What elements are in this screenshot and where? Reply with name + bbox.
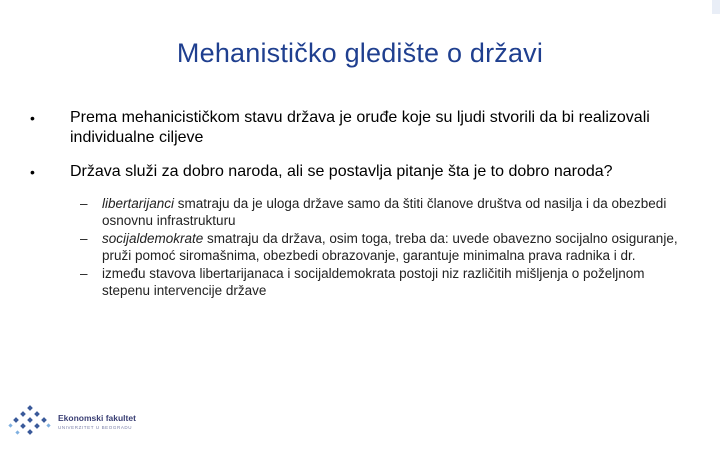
bullet-list [30, 108, 695, 301]
bullet-item [30, 162, 695, 182]
dash-glyph: – [80, 266, 88, 281]
sub-bullet-text: smatraju da država, osim toga, treba da: uvede obavezno socijalno osiguranje, pruži pomoć siromašnima, obezbedi obrazovanje, garantuje minimalna prava radnika i dr. [102, 231, 678, 263]
dash-glyph: – [80, 196, 88, 211]
sub-bullet-text: između stavova libertarijanaca i socijaldemokrata postoji niz različitih mišljenja o poželjnom stepenu intervencije države [102, 266, 645, 298]
sub-bullet-term: socijaldemokrate [102, 231, 204, 246]
sub-bullet-text: smatraju da je uloga države samo da štiti članove društva od nasilja i da obezbedi osnovnu infrastrukturu [102, 196, 667, 228]
bullet-glyph: • [30, 164, 35, 180]
sub-bullet-list [30, 196, 695, 299]
sub-bullet-item [70, 196, 695, 229]
bullet-text: Država služi za dobro naroda, ali se postavlja pitanje šta je to dobro naroda? [70, 163, 613, 180]
faculty-logo [8, 405, 168, 439]
dash-glyph: – [80, 231, 88, 246]
sub-bullet-term: libertarijanci [102, 196, 175, 211]
logo-mark-icon [8, 405, 52, 439]
corner-accent [712, 0, 720, 14]
sub-bullet-item [70, 231, 695, 264]
logo-subtitle: UNIVERZITET U BEOGRADU [58, 425, 133, 430]
logo-name: Ekonomski fakultet [58, 413, 136, 423]
bullet-glyph: • [30, 110, 35, 126]
bullet-item [30, 108, 695, 148]
bullet-text: Prema mehanicističkom stavu država je oruđe koje su ljudi stvorili da bi realizovali individualne ciljeve [70, 109, 650, 146]
slide-title: Mehanističko gledište o državi [176, 38, 544, 68]
sub-bullet-item [70, 266, 695, 299]
